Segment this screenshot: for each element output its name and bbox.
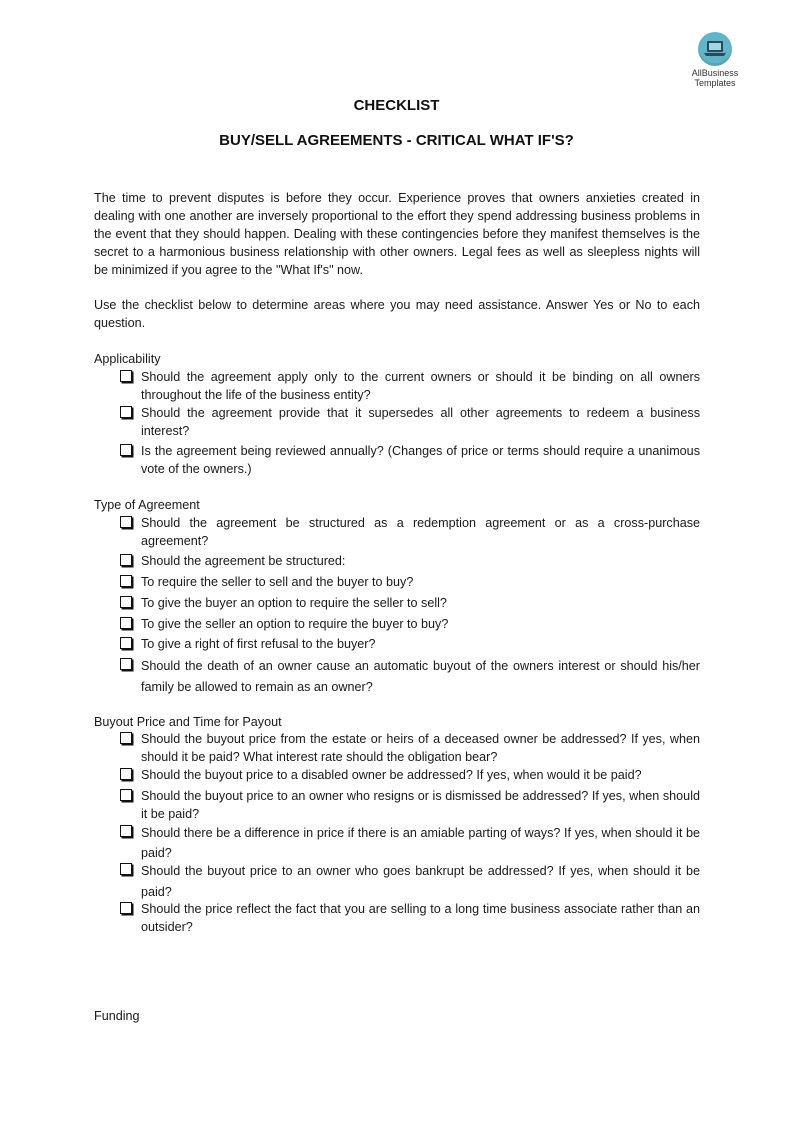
checklist-item [120,823,700,863]
checkbox[interactable] [120,768,132,780]
checklist-item [120,552,700,570]
checkbox[interactable] [120,406,132,418]
checkbox[interactable] [120,658,132,670]
checklist-item-text: To give the seller an option to require the buyer to buy? [141,617,449,631]
document-subtitle: BUY/SELL AGREEMENTS - CRITICAL WHAT IF'S? [219,132,574,149]
checklist-item [120,594,700,612]
checklist-item [120,787,700,823]
section-heading-funding: Funding [94,1009,140,1023]
checkbox[interactable] [120,825,132,837]
instructions-paragraph: Use the checklist below to determine areas where you may need assistance. Answer Yes or No to each question. [94,298,700,330]
checklist-item-text: Should the buyout price to an owner who resigns or is dismissed be addressed? If yes, when should it be paid? [141,789,700,821]
checkbox[interactable] [120,516,132,528]
checklist-item [120,514,700,550]
company-logo [680,32,750,88]
checklist-item-text: Should the agreement be structured: [141,554,346,568]
checkbox[interactable] [120,370,132,382]
checklist-item-text: Should the agreement be structured as a redemption agreement or as a cross-purchase agreement? [141,516,700,548]
checklist-item [120,861,700,903]
checklist-item-text: To give a right of first refusal to the buyer? [141,637,376,651]
section-heading-applicability: Applicability [94,352,161,366]
checklist-item [120,766,700,784]
checkbox[interactable] [120,444,132,456]
checklist-item [120,635,700,653]
laptop-icon [698,32,732,66]
checkbox[interactable] [120,732,132,744]
checklist-item-text: Should the agreement provide that it supersedes all other agreements to redeem a business interest? [141,406,700,438]
checklist-item-text: Should the buyout price to a disabled owner be addressed? If yes, when would it be paid? [141,768,642,782]
section-heading-buyout-price: Buyout Price and Time for Payout [94,715,282,729]
checklist-item [120,900,700,936]
checklist-item-text: Should the price reflect the fact that you are selling to a long time business associate rather than an outsider? [141,902,700,934]
logo-line-1: AllBusiness [691,68,739,78]
checkbox[interactable] [120,617,132,629]
document-title: CHECKLIST [353,97,440,114]
checklist-item [120,368,700,404]
logo-line-2: Templates [694,78,736,88]
checklist-item [120,730,700,766]
checklist-item-text: Should the buyout price from the estate or heirs of a deceased owner be addressed? If yes, when should it be paid? What interest rate should the obligation bear? [141,732,700,764]
checklist-item-text: Should the buyout price to an owner who goes bankrupt be addressed? If yes, when should it be paid? [141,864,700,899]
checkbox[interactable] [120,575,132,587]
checkbox[interactable] [120,596,132,608]
checklist-item [120,573,700,591]
checklist-item-text: To give the buyer an option to require the seller to sell? [141,596,447,610]
checklist-item-text: Should there be a difference in price if there is an amiable parting of ways? If yes, when should it be paid? [141,826,700,860]
checklist-item [120,656,700,698]
checkbox[interactable] [120,789,132,801]
logo-text [680,68,750,88]
checklist-item-text: Should the death of an owner cause an automatic buyout of the owners interest or should his/her family be allowed to remain as an owner? [141,659,700,694]
checkbox[interactable] [120,863,132,875]
checkbox[interactable] [120,637,132,649]
checkbox[interactable] [120,902,132,914]
checkbox[interactable] [120,554,132,566]
checklist-item-text: Should the agreement apply only to the current owners or should it be binding on all owners throughout the life of the business entity? [141,370,700,402]
checklist-item [120,404,700,440]
checklist-item-text: To require the seller to sell and the buyer to buy? [141,575,414,589]
section-heading-type-of-agreement: Type of Agreement [94,498,200,512]
checklist-item [120,442,700,478]
intro-paragraph: The time to prevent disputes is before they occur. Experience proves that owners anxieties created in dealing with one another are inversely proportional to the effort they spend addressing business problems in the event that they should happen. Dealing with these contingencies before they manifest themselves is the secret to a harmonious business relationship with other owners. Legal fees as well as sleepless nights will be minimized if you agree to the "What If's" now. [94,191,700,277]
checklist-item [120,615,700,633]
checklist-item-text: Is the agreement being reviewed annually? (Changes of price or terms should require a unanimous vote of the owners.) [141,444,700,476]
